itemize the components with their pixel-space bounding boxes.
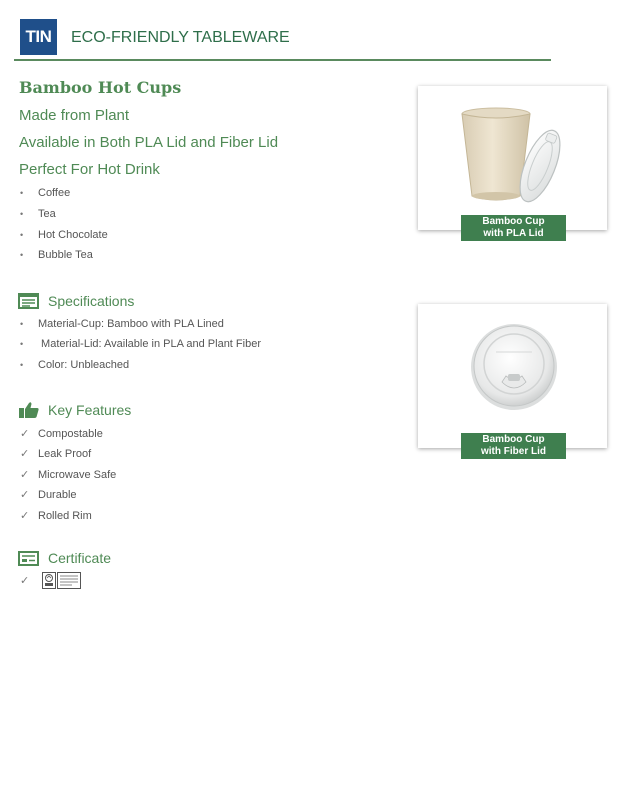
product-title: Bamboo Hot Cups bbox=[19, 78, 182, 97]
list-item bbox=[20, 488, 77, 501]
check-marker: ✓ bbox=[20, 575, 30, 587]
feature-text: Durable bbox=[38, 488, 77, 501]
feature-line-hot-drink: Perfect For Hot Drink bbox=[19, 161, 160, 178]
bullet-marker: • bbox=[20, 188, 24, 198]
bullet-marker: • bbox=[20, 339, 24, 349]
drink-label: Hot Chocolate bbox=[38, 229, 108, 241]
bullet-marker: • bbox=[20, 209, 24, 219]
bullet-marker: • bbox=[20, 319, 24, 329]
caption-line: Bamboo Cup bbox=[482, 434, 545, 445]
drink-label: Coffee bbox=[38, 187, 71, 199]
certificate-document-icon bbox=[57, 572, 81, 589]
feature-text: Compostable bbox=[38, 427, 103, 440]
drink-label: Bubble Tea bbox=[38, 249, 93, 261]
feature-text: Rolled Rim bbox=[38, 509, 92, 522]
spec-text: Material-Lid: Available in PLA and Plant Fiber bbox=[38, 338, 261, 350]
image-caption-fiber bbox=[461, 433, 566, 459]
key-features-heading bbox=[18, 401, 131, 419]
caption-line: Bamboo Cup bbox=[482, 216, 545, 227]
document-list-icon bbox=[18, 292, 40, 310]
list-item bbox=[20, 427, 103, 440]
check-marker: ✓ bbox=[20, 469, 30, 481]
caption-line: with Fiber Lid bbox=[481, 446, 546, 457]
header-divider bbox=[14, 59, 551, 61]
brand-title: ECO-FRIENDLY TABLEWARE bbox=[71, 29, 290, 46]
specifications-label: Specifications bbox=[48, 293, 135, 309]
product-image-card-pla bbox=[418, 86, 607, 239]
list-item bbox=[20, 187, 70, 199]
list-item bbox=[20, 509, 92, 522]
bullet-marker: • bbox=[20, 250, 24, 260]
list-item bbox=[20, 468, 116, 481]
compostable-seal-icon bbox=[42, 572, 56, 589]
check-marker: ✓ bbox=[20, 428, 30, 440]
specifications-heading bbox=[18, 292, 134, 310]
check-marker: ✓ bbox=[20, 489, 30, 501]
spec-text: Material-Cup: Bamboo with PLA Lined bbox=[38, 318, 224, 330]
check-marker: ✓ bbox=[20, 448, 30, 460]
list-item bbox=[20, 447, 91, 460]
drink-label: Tea bbox=[38, 208, 56, 220]
certification-badge bbox=[42, 572, 81, 589]
feature-line-plant: Made from Plant bbox=[19, 107, 130, 124]
feature-line-lids: Available in Both PLA Lid and Fiber Lid bbox=[19, 134, 279, 151]
list-item bbox=[20, 249, 93, 261]
bamboo-cup-pla-lid-image bbox=[418, 86, 607, 216]
product-image-card-fiber bbox=[418, 304, 607, 457]
check-marker: ✓ bbox=[20, 510, 30, 522]
list-item bbox=[20, 338, 261, 350]
list-item bbox=[20, 574, 38, 587]
key-features-label: Key Features bbox=[48, 402, 132, 418]
certificate-label: Certificate bbox=[48, 550, 112, 566]
list-item bbox=[20, 359, 129, 371]
thumbs-up-icon bbox=[18, 401, 40, 419]
bullet-marker: • bbox=[20, 360, 24, 370]
spec-text: Color: Unbleached bbox=[38, 359, 130, 371]
fiber-lid-image bbox=[418, 304, 607, 434]
brand-logo bbox=[20, 19, 57, 55]
certificate-heading bbox=[18, 549, 111, 567]
certificate-card-icon bbox=[18, 549, 40, 567]
list-item bbox=[20, 229, 108, 241]
list-item bbox=[20, 208, 56, 220]
feature-text: Microwave Safe bbox=[38, 468, 117, 481]
feature-text: Leak Proof bbox=[38, 447, 92, 460]
caption-line: with PLA Lid bbox=[483, 228, 544, 239]
image-caption-pla bbox=[461, 215, 566, 241]
bullet-marker: • bbox=[20, 230, 24, 240]
logo-text: TIN bbox=[25, 27, 52, 46]
list-item bbox=[20, 318, 224, 330]
